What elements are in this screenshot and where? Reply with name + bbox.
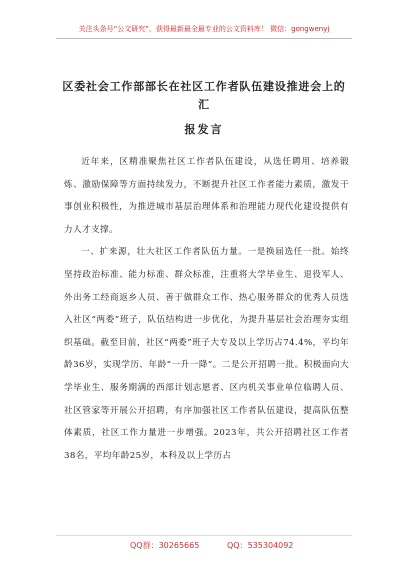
header-divider (56, 38, 352, 39)
footer-qq-group: QQ群：30265665 (130, 541, 200, 550)
footer-qq-contact: QQ：535304092 (227, 541, 294, 550)
paragraph-section-1: 一、扩来源，壮大社区工作者队伍力量。一是换届选任一批。始终坚持政治标准、能力标准、群众标准，注重将大学毕业生、退役军人、外出务工经商返乡人员、善于做群众工作、热心服务群众的优秀人员选入社区“两委”班子，队伍结构进一步优化，为提升基层社会治理夯实组织基础。截至目前，社区“两委”班子大专及以上学历占74.4%，平均年龄36岁，实现学历、年龄“一升一降”。二是公开招聘一批。积极面向大学毕业生、服务期满的西部计划志愿者、区内机关事业单位临聘人员、社区管家等开展公开招聘，有序加强社区工作者队伍建设，提高队伍整体素质，社区工作力量进一步增强。2023年，共公开招聘社区工作者38名，平均年龄25岁，本科及以上学历占 (64, 247, 349, 461)
document-body (64, 151, 349, 467)
paragraph-intro: 近年来，区精准聚焦社区工作者队伍建设，从选任聘用、培养锻炼、激励保障等方面持续发力，不断提升社区工作者能力素质，激发干事创业积极性，为推进城市基层治理体系和治理能力现代化建设提供有力人才支撑。 (64, 157, 349, 235)
footer-divider (56, 535, 352, 536)
document-title-line1: 区委社会工作部部长在社区工作者队伍建设推进会上的汇 (62, 80, 346, 111)
header-note: 关注头条号“公文研究”，获得最新最全最专业的公文资料库！ 微信：gongwenyj (78, 25, 330, 33)
document-title-line2: 报发言 (184, 123, 224, 136)
